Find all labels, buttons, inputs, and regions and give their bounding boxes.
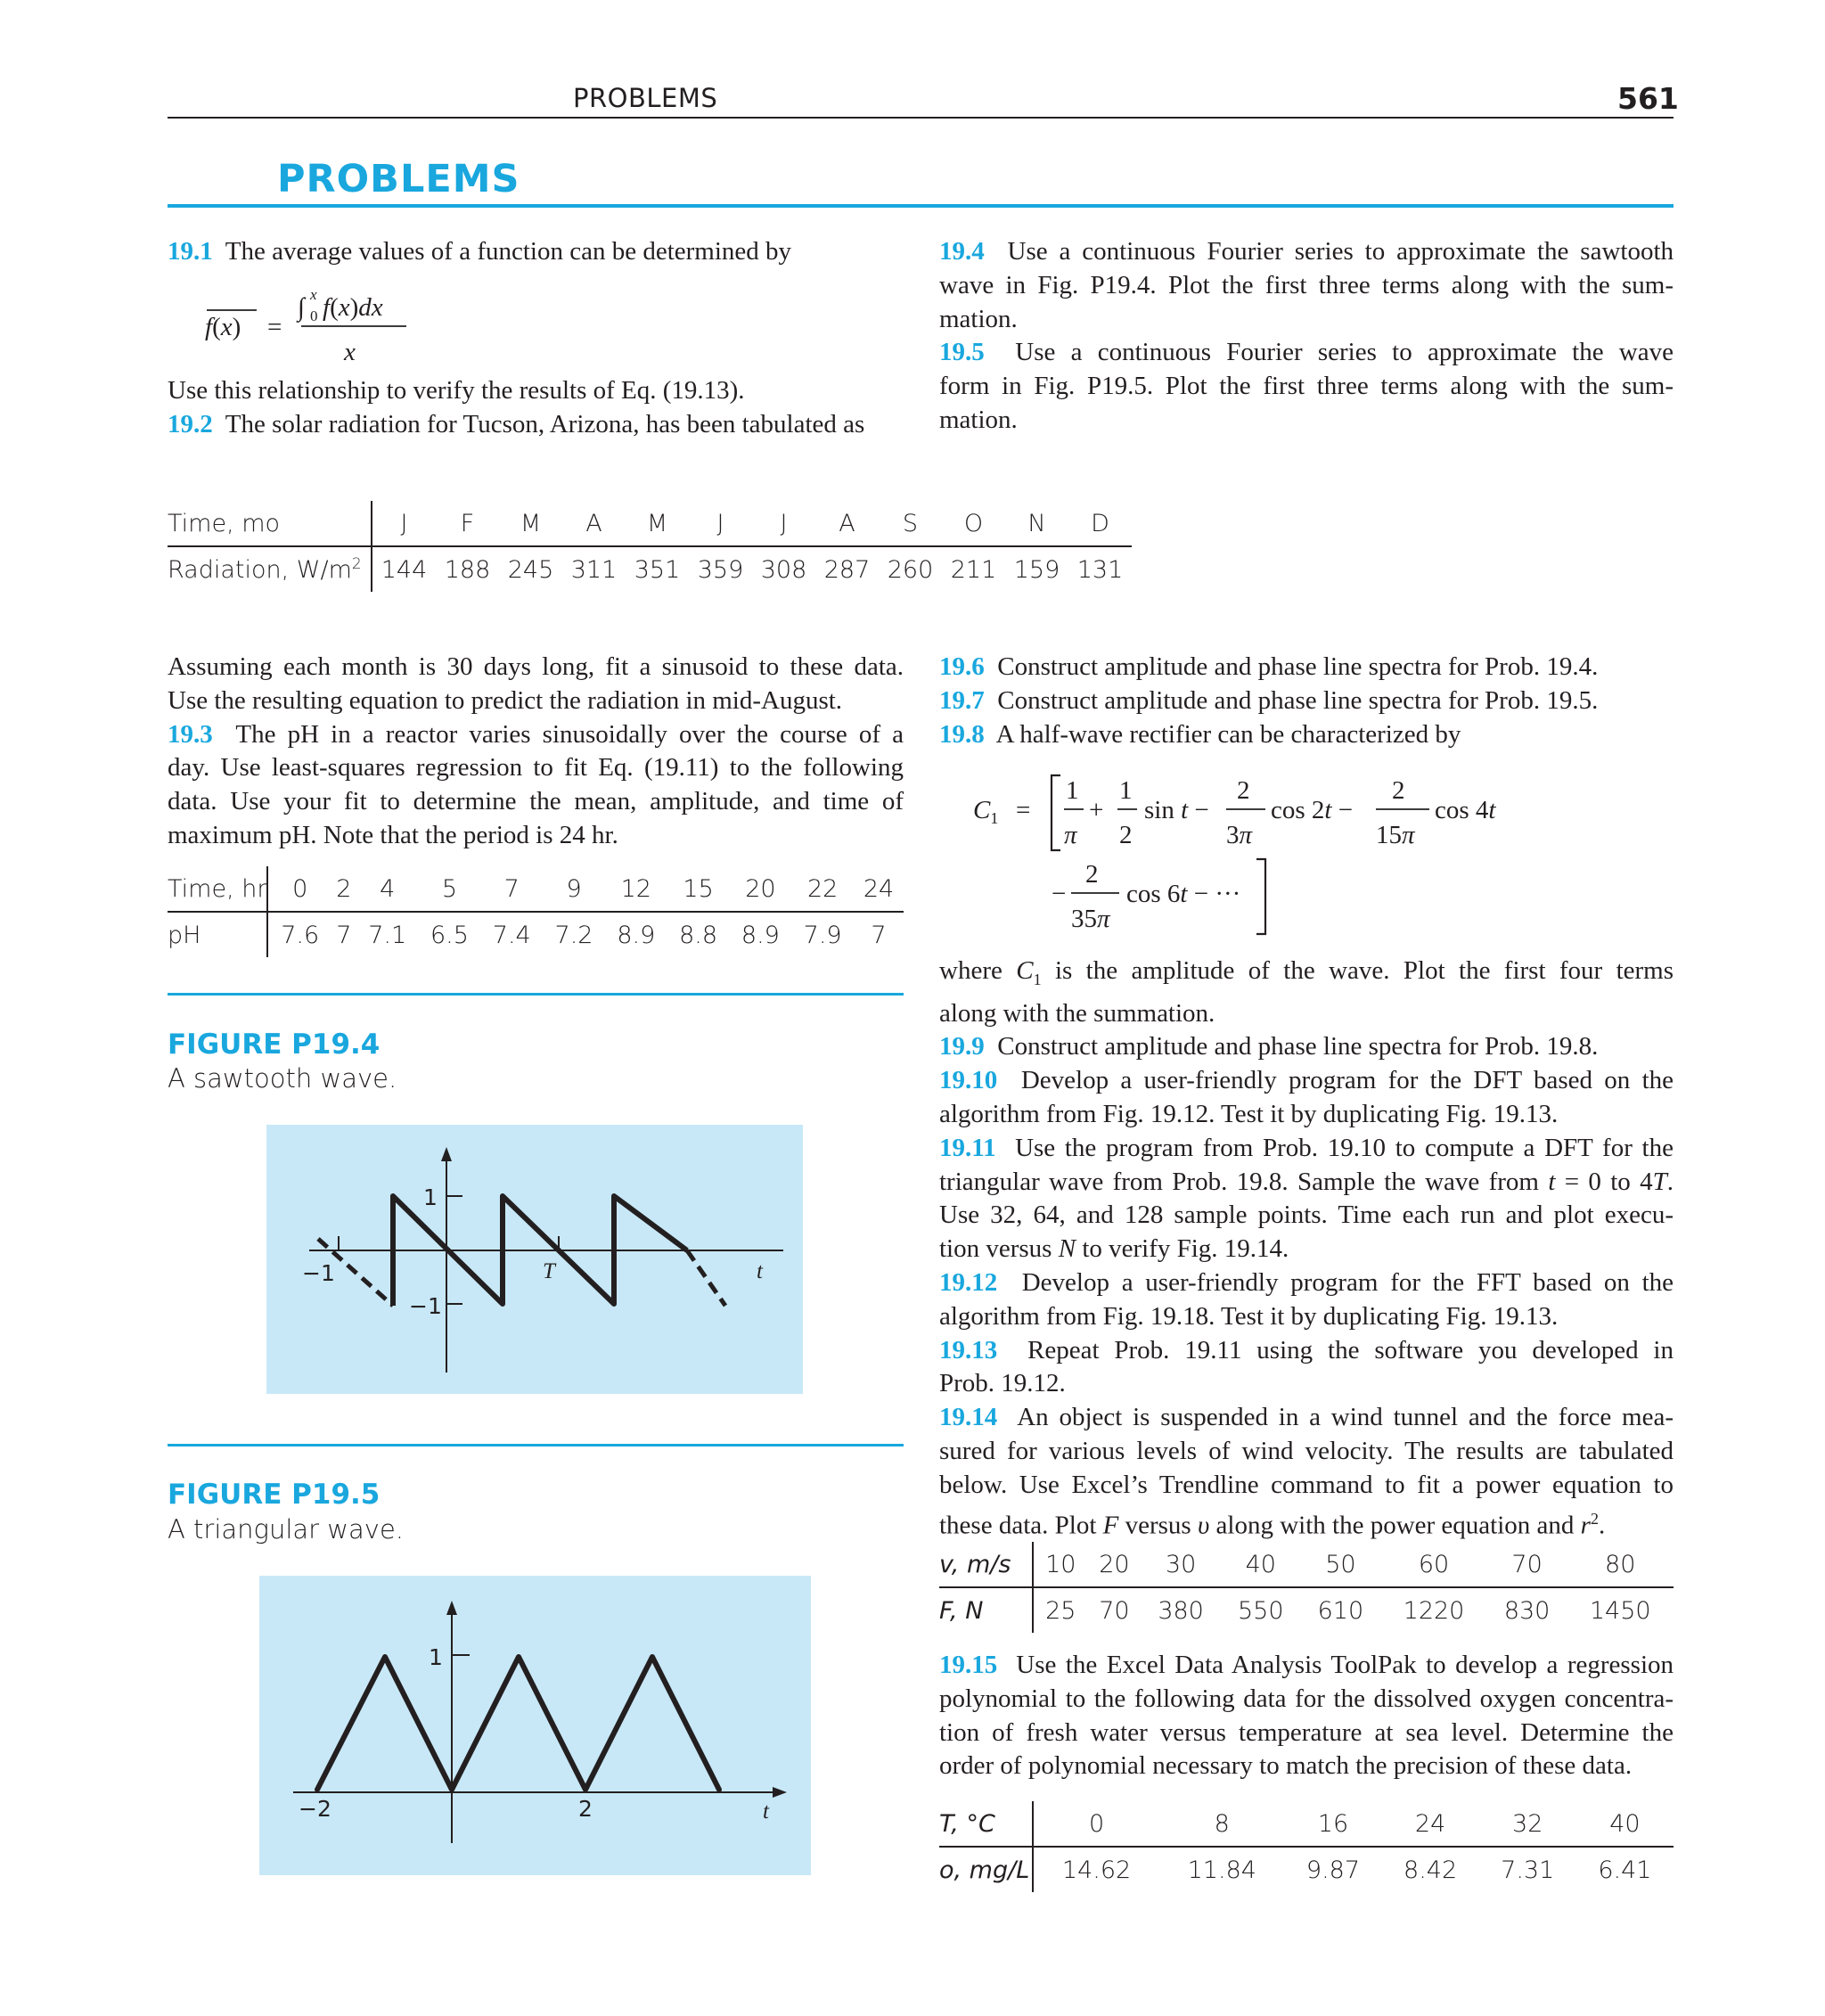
table-cell: 9.87: [1305, 1856, 1361, 1884]
dissolved-oxygen-table: [939, 1801, 1674, 1892]
problem-number: 19.2: [168, 409, 213, 438]
problem-text: these data. Plot: [939, 1511, 1097, 1540]
problem-text: The solar radiation for Tucson, Arizona, has been tabulated as: [225, 409, 865, 438]
table-cell: 245: [507, 555, 554, 584]
table-cell: 2: [331, 866, 356, 912]
table-cell: 7: [480, 866, 543, 912]
table-cell: 20: [729, 866, 791, 912]
problem-text: polynomial to the following data for the dissolved oxygen concentra-: [939, 1684, 1674, 1713]
table-cell: 7.2: [554, 921, 593, 949]
svg-text:f(x)dx: f(x)dx: [323, 293, 383, 322]
table-cell: 211: [950, 555, 997, 584]
problem-text: along with the summation.: [939, 998, 1215, 1028]
table-cell: 830: [1503, 1596, 1551, 1625]
problem-number: 19.1: [168, 237, 213, 266]
table-cell: A: [815, 501, 879, 546]
problem-19-1-continued: [168, 374, 904, 442]
svg-text:2: 2: [1119, 821, 1133, 849]
svg-text:=: =: [267, 313, 282, 341]
problem-text: Develop a user-friendly program for the FFT based on the: [1021, 1267, 1674, 1297]
x-label-minus-two: −2: [299, 1796, 331, 1822]
table-cell: O: [942, 501, 1005, 546]
table-cell: 7.9: [803, 921, 842, 949]
x-label-minus-one: −1: [302, 1260, 335, 1286]
table-cell: 308: [760, 555, 807, 584]
table-cell: 40: [1221, 1542, 1301, 1587]
table-cell: 550: [1237, 1596, 1284, 1625]
problem-text: mation.: [939, 405, 1018, 434]
problems-19-4-19-5: [939, 235, 1674, 438]
svg-text:2: 2: [1392, 776, 1405, 805]
problem-number: 19.3: [168, 719, 213, 749]
table-cell: 144: [381, 555, 428, 584]
problem-number: 19.11: [939, 1133, 996, 1162]
problem-text: is the amplitude of the wave. Plot the first four terms: [1054, 956, 1674, 985]
table-cell: 20: [1088, 1542, 1142, 1587]
table-row-label: v, m/s: [939, 1542, 1033, 1587]
problem-text: The average values of a function can be determined by: [225, 237, 792, 266]
table-cell: 11.84: [1187, 1856, 1256, 1884]
x-axis-label: t: [757, 1259, 763, 1283]
table-cell: 9: [543, 866, 605, 912]
table-row-label: F, N: [939, 1587, 1033, 1633]
table-cell: 0: [267, 866, 331, 912]
problem-text: data. Use your fit to determine the mean, amplitude, and time of: [168, 787, 904, 816]
svg-text:1: 1: [1066, 776, 1079, 805]
half-wave-rectifier-equation: [971, 768, 1542, 938]
figure-title: FIGURE P19.4: [168, 1028, 381, 1061]
problem-text: Use a continuous Fourier series to approximate the wave: [1015, 338, 1674, 367]
table-row-label: Time, mo: [168, 501, 372, 546]
where-word: where: [939, 956, 1017, 985]
problem-text: maximum pH. Note that the period is 24 hr.: [168, 820, 618, 849]
problem-number: 19.10: [939, 1066, 998, 1095]
svg-text:+: +: [1089, 796, 1104, 824]
problem-number: 19.5: [939, 338, 985, 367]
table-cell: J: [372, 501, 436, 546]
problem-text: Use a continuous Fourier series to approximate the sawtooth: [1007, 237, 1674, 266]
wind-velocity-table: [939, 1542, 1674, 1633]
header-rule: [168, 117, 1674, 119]
problems-19-6-19-8: [939, 651, 1674, 751]
table-cell: 8.8: [679, 921, 718, 949]
table-cell: 7.1: [368, 921, 407, 949]
table-cell: 7: [871, 921, 887, 949]
x-label-two: 2: [578, 1796, 593, 1822]
table-cell: 80: [1567, 1542, 1674, 1587]
table-cell: 380: [1158, 1596, 1204, 1625]
svg-text:0: 0: [310, 307, 318, 324]
table-cell: 7: [336, 921, 352, 949]
table-cell: 16: [1284, 1801, 1381, 1847]
problem-text: = 0 to 4: [1564, 1167, 1653, 1196]
problem-text: day. Use least-squares regression to fit Eq. (19.11) to the following: [168, 753, 904, 783]
problem-number: 19.12: [939, 1267, 998, 1297]
problem-text: triangular wave from Prob. 19.8. Sample the wave from: [939, 1167, 1539, 1196]
table-cell: 8.9: [741, 921, 780, 949]
svg-text:f(x): f(x): [205, 313, 241, 341]
svg-text:3π: 3π: [1226, 821, 1253, 849]
table-cell: 12: [605, 866, 667, 912]
table-cell: 610: [1317, 1596, 1364, 1625]
svg-text:x: x: [310, 286, 317, 303]
x-label-period: T: [543, 1259, 555, 1283]
problem-number: 19.4: [939, 237, 985, 266]
table-cell: 159: [1013, 555, 1060, 584]
average-value-equation: [196, 278, 428, 367]
table-cell: 60: [1380, 1542, 1487, 1587]
problem-text: A half-wave rectifier can be characterized by: [995, 719, 1461, 749]
problem-text: Construct amplitude and phase line spectra for Prob. 19.4.: [997, 652, 1599, 681]
table-cell: 7.31: [1501, 1856, 1555, 1884]
table-cell: S: [879, 501, 942, 546]
table-cell: 8.42: [1404, 1856, 1458, 1884]
problem-text: algorithm from Fig. 19.18. Test it by duplicating Fig. 19.13.: [939, 1301, 1559, 1331]
problem-number: 19.15: [939, 1651, 998, 1679]
table-cell: N: [1005, 501, 1068, 546]
problems-19-2-19-3: [168, 651, 904, 853]
svg-text:x: x: [344, 338, 356, 366]
table-cell: 50: [1301, 1542, 1381, 1587]
table-cell: 1450: [1589, 1596, 1651, 1625]
svg-text:1: 1: [1119, 776, 1133, 805]
problems-19-8-19-14: where $C_1$ is the amplitude of the wave. Plot the first four terms along with the summation. 19.9 Construct amplitude and phase line spectra for Prob. 19.8. 19.10 Develop a user-friendly program for the DFT based on the algorithm from Fig. 19.12. Test it by duplicating Fig. 19.13. 19.11 Use the program from Prob. 19.10 to compute a DFT for the triangular wave from Prob. 19.8. Sample the wave from t = 0 to 4T. Use 32, 64, and 128 sample points. Time each run and plot execu- tion versus N to verify Fig. 19.14. 19.12 Develop a user-friendly program for the FFT based on the algorithm from Fig. 19.18. Test it by duplicating Fig. 19.13. 19.13 Repeat Prob. 19.11 using the software you developed in Prob. 19.12. 19.14 An object is suspended in a wind tunnel and the force mea- sured for various levels of wind velocity. The results are tabulated below. Use Excel’s Trendline command to fit a power equation to these data. Plot F versus υ along with the power equation and $r^2$.: [939, 956, 1674, 1540]
table-cell: 30: [1141, 1542, 1221, 1587]
figure-caption: A triangular wave.: [168, 1514, 405, 1545]
problem-text: tion versus: [939, 1234, 1052, 1264]
table-cell: 4: [356, 866, 419, 912]
svg-text:cos 2t −: cos 2t −: [1271, 796, 1354, 824]
table-cell: 8.9: [617, 921, 656, 949]
table-cell: 0: [1033, 1801, 1159, 1847]
table-cell: 188: [444, 555, 491, 584]
table-cell: M: [626, 501, 689, 546]
y-label-one: 1: [429, 1644, 443, 1670]
table-cell: M: [499, 501, 562, 546]
table-cell: 6.41: [1598, 1856, 1652, 1884]
table-cell: 25: [1045, 1596, 1076, 1625]
problem-text: Construct amplitude and phase line spectra for Prob. 19.5.: [997, 685, 1599, 715]
radiation-table: [168, 501, 1132, 592]
svg-text:∫: ∫: [298, 293, 305, 322]
problem-number: 19.8: [939, 719, 985, 749]
problem-text: versus: [1125, 1511, 1191, 1540]
table-cell: 359: [697, 555, 744, 584]
problem-text: An object is suspended in a wind tunnel and the force mea-: [1017, 1403, 1674, 1432]
figure-caption: A sawtooth wave.: [168, 1063, 397, 1094]
problem-text: Use the program from Prob. 19.10 to compute a DFT for the: [1015, 1133, 1674, 1162]
ph-table: [168, 866, 904, 957]
table-cell: 260: [887, 555, 934, 584]
table-cell: 7.6: [281, 921, 320, 949]
svg-text:−: −: [1052, 880, 1067, 908]
svg-text:2: 2: [1085, 860, 1099, 889]
table-cell: 32: [1479, 1801, 1576, 1847]
problem-text: Assuming each month is 30 days long, fit a sinusoid to these data.: [168, 652, 904, 681]
svg-text:cos 6t − ···: cos 6t − ···: [1126, 880, 1241, 908]
problem-text: Prob. 19.12.: [939, 1369, 1066, 1398]
svg-text:sin t −: sin t −: [1144, 796, 1209, 824]
y-label-minus-one: −1: [409, 1293, 442, 1319]
table-cell: D: [1068, 501, 1132, 546]
problem-number: 19.7: [939, 685, 985, 715]
problem-text: Use the resulting equation to predict the radiation in mid-August.: [168, 685, 843, 715]
problem-text: wave in Fig. P19.4. Plot the first three terms along with the sum-: [939, 270, 1674, 299]
table-cell: 70: [1099, 1596, 1130, 1625]
table-cell: 10: [1033, 1542, 1088, 1587]
problem-text: along with the power equation and: [1215, 1511, 1575, 1540]
figure-rule: [168, 1444, 904, 1446]
table-row-label: pH: [168, 912, 267, 957]
problem-text: sured for various levels of wind velocity. The results are tabulated: [939, 1436, 1674, 1465]
table-cell: A: [562, 501, 626, 546]
page-number: 561: [1617, 81, 1679, 116]
table-cell: F: [436, 501, 499, 546]
problem-text: order of polynomial necessary to match the precision of these data.: [939, 1751, 1633, 1781]
section-rule: [168, 204, 1674, 208]
problem-text: Develop a user-friendly program for the DFT based on the: [1020, 1066, 1674, 1095]
problem-text: below. Use Excel’s Trendline command to fit a power equation to: [939, 1470, 1674, 1499]
table-cell: 6.5: [430, 921, 469, 949]
problem-text: The pH in a reactor varies sinusoidally over the course of a: [235, 719, 904, 749]
section-title: PROBLEMS: [277, 157, 520, 201]
problem-text: to verify Fig. 19.14.: [1082, 1234, 1289, 1264]
table-cell: 8: [1159, 1801, 1284, 1847]
table-cell: 131: [1076, 555, 1124, 584]
table-cell: 24: [854, 866, 904, 912]
svg-text:=: =: [1016, 796, 1031, 824]
problem-text: mation.: [939, 304, 1018, 333]
table-row-label: o, mg/L: [939, 1847, 1033, 1892]
table-row-label: Time, hr: [168, 866, 267, 912]
problem-19-1: [168, 235, 904, 269]
table-cell: 1220: [1403, 1596, 1465, 1625]
problem-text: tion of fresh water versus temperature at sea level. Determine the: [939, 1717, 1674, 1747]
svg-text:cos 4t: cos 4t: [1435, 796, 1496, 824]
problem-text: algorithm from Fig. 19.12. Test it by duplicating Fig. 19.13.: [939, 1099, 1559, 1128]
table-cell: 7.4: [492, 921, 531, 949]
problem-number: 19.14: [939, 1403, 998, 1432]
table-cell: 24: [1382, 1801, 1479, 1847]
figure-title: FIGURE P19.5: [168, 1479, 381, 1511]
table-cell: 5: [419, 866, 481, 912]
table-cell: 14.62: [1061, 1856, 1132, 1884]
triangular-wave-figure: [259, 1576, 811, 1875]
svg-text:2: 2: [1237, 776, 1250, 805]
running-title: PROBLEMS: [573, 83, 718, 113]
table-cell: 351: [634, 555, 681, 584]
table-cell: 22: [791, 866, 854, 912]
y-label-one: 1: [423, 1184, 438, 1210]
figure-rule: [168, 993, 904, 996]
table-cell: 311: [570, 555, 618, 584]
svg-text:π: π: [1064, 821, 1077, 849]
svg-text:15π: 15π: [1376, 821, 1415, 849]
problem-text: Use 32, 64, and 128 sample points. Time each run and plot execu-: [939, 1201, 1674, 1230]
problem-number: 19.13: [939, 1335, 998, 1364]
problem-number: 19.9: [939, 1032, 985, 1061]
problem-text: Use the Excel Data Analysis ToolPak to develop a regression: [1016, 1651, 1674, 1679]
table-row-label: Radiation, $W/m^2$: [168, 546, 372, 592]
problem-number: 19.6: [939, 652, 985, 681]
table-cell: 287: [823, 555, 871, 584]
problem-text: Use this relationship to verify the results of Eq. (19.13).: [168, 376, 745, 405]
table-cell: 40: [1576, 1801, 1674, 1847]
problem-text: Repeat Prob. 19.11 using the software you developed in: [1027, 1335, 1674, 1364]
svg-text:35π: 35π: [1071, 905, 1110, 933]
table-row-label: T, °C: [939, 1801, 1033, 1847]
table-cell: 70: [1487, 1542, 1567, 1587]
sawtooth-wave-figure: [266, 1125, 803, 1394]
problem-text: Construct amplitude and phase line spectra for Prob. 19.8.: [997, 1032, 1599, 1061]
problem-text: form in Fig. P19.5. Plot the first three terms along with the sum-: [939, 372, 1674, 401]
table-cell: 15: [667, 866, 730, 912]
svg-text:C1: $C_1$: [973, 796, 999, 827]
table-cell: J: [752, 501, 815, 546]
table-cell: J: [689, 501, 752, 546]
x-axis-label: t: [763, 1799, 769, 1823]
problem-19-15: [939, 1649, 1674, 1783]
